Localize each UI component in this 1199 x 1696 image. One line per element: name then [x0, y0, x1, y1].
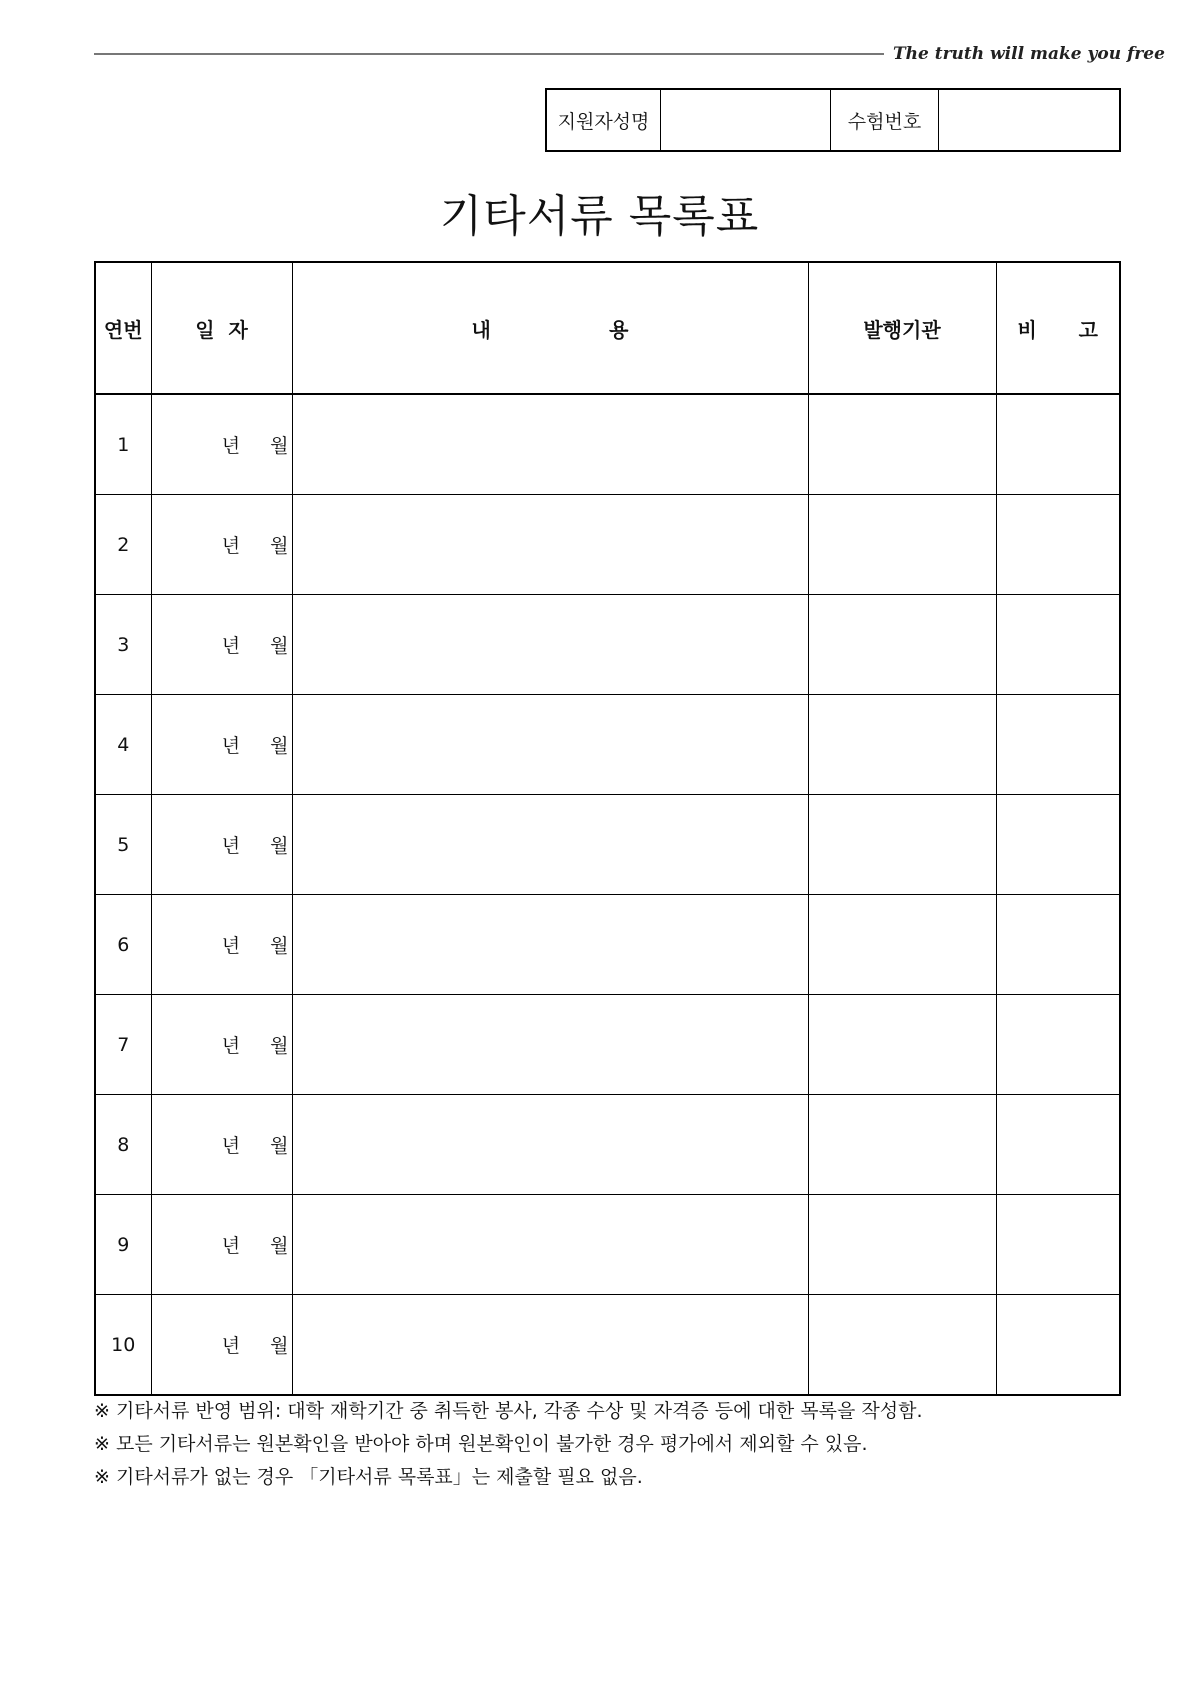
- note-cell[interactable]: [996, 1095, 1120, 1195]
- applicant-name-field[interactable]: [661, 90, 831, 150]
- note-cell[interactable]: [996, 595, 1120, 695]
- row-number: 2: [95, 495, 151, 595]
- month-unit: 월: [270, 835, 289, 857]
- issuer-cell[interactable]: [808, 394, 996, 495]
- year-unit: 년: [221, 1335, 241, 1357]
- month-unit: 월: [270, 1035, 289, 1057]
- issuer-cell[interactable]: [808, 895, 996, 995]
- header-rule: [94, 53, 884, 55]
- content-cell[interactable]: [292, 595, 808, 695]
- issuer-cell[interactable]: [808, 495, 996, 595]
- month-unit: 월: [270, 435, 289, 457]
- header-content: 내 용: [292, 262, 808, 394]
- note-line: ※ 모든 기타서류는 원본확인을 받아야 하며 원본확인이 불가한 경우 평가에서 제외할 수 있음.: [94, 1433, 868, 1455]
- content-cell[interactable]: [292, 895, 808, 995]
- table-row: [95, 394, 1120, 495]
- date-cell[interactable]: [151, 795, 292, 895]
- row-number: 9: [95, 1195, 151, 1295]
- table-row: [95, 995, 1120, 1095]
- note-line: ※ 기타서류가 없는 경우 「기타서류 목록표」는 제출할 필요 없음.: [94, 1466, 643, 1488]
- note-cell[interactable]: [996, 394, 1120, 495]
- year-unit: 년: [221, 1135, 241, 1157]
- date-cell[interactable]: [151, 1295, 292, 1396]
- row-number: 7: [95, 995, 151, 1095]
- year-unit: 년: [221, 1035, 241, 1057]
- exam-number-field[interactable]: [939, 90, 1119, 150]
- content-cell[interactable]: [292, 795, 808, 895]
- notes-section: [94, 1395, 923, 1494]
- issuer-cell[interactable]: [808, 1295, 996, 1396]
- content-cell[interactable]: [292, 495, 808, 595]
- issuer-cell[interactable]: [808, 695, 996, 795]
- year-unit: 년: [221, 635, 241, 657]
- table-row: [95, 1095, 1120, 1195]
- table-row: [95, 795, 1120, 895]
- exam-number-label: 수험번호: [831, 90, 939, 150]
- date-cell[interactable]: [151, 394, 292, 495]
- year-unit: 년: [221, 735, 241, 757]
- month-unit: 월: [270, 1335, 289, 1357]
- header-date: 일 자: [151, 262, 292, 394]
- content-cell[interactable]: [292, 695, 808, 795]
- table-row: [95, 595, 1120, 695]
- content-cell[interactable]: [292, 1095, 808, 1195]
- issuer-cell[interactable]: [808, 595, 996, 695]
- page-title: 기타서류 목록표: [439, 191, 760, 242]
- month-unit: 월: [270, 735, 289, 757]
- date-cell[interactable]: [151, 495, 292, 595]
- content-cell[interactable]: [292, 1195, 808, 1295]
- date-cell[interactable]: [151, 995, 292, 1095]
- row-number: 5: [95, 795, 151, 895]
- date-cell[interactable]: [151, 1195, 292, 1295]
- row-number: 8: [95, 1095, 151, 1195]
- month-unit: 월: [270, 635, 289, 657]
- date-cell[interactable]: [151, 695, 292, 795]
- note-cell[interactable]: [996, 1295, 1120, 1396]
- note-cell[interactable]: [996, 1195, 1120, 1295]
- date-cell[interactable]: [151, 1095, 292, 1195]
- row-number: 4: [95, 695, 151, 795]
- row-number: 10: [95, 1295, 151, 1396]
- table-row: [95, 895, 1120, 995]
- month-unit: 월: [270, 1135, 289, 1157]
- year-unit: 년: [221, 835, 241, 857]
- content-cell[interactable]: [292, 995, 808, 1095]
- month-unit: 월: [270, 535, 289, 557]
- note-cell[interactable]: [996, 995, 1120, 1095]
- table-row: [95, 695, 1120, 795]
- issuer-cell[interactable]: [808, 795, 996, 895]
- header-note: 비 고: [996, 262, 1120, 394]
- note-cell[interactable]: [996, 895, 1120, 995]
- year-unit: 년: [221, 1235, 241, 1257]
- note-cell[interactable]: [996, 495, 1120, 595]
- row-number: 3: [95, 595, 151, 695]
- note-line: ※ 기타서류 반영 범위: 대학 재학기간 중 취득한 봉사, 각종 수상 및 자격증 등에 대한 목록을 작성함.: [94, 1400, 923, 1422]
- content-cell[interactable]: [292, 394, 808, 495]
- row-number: 6: [95, 895, 151, 995]
- month-unit: 월: [270, 1235, 289, 1257]
- content-cell[interactable]: [292, 1295, 808, 1396]
- year-unit: 년: [221, 935, 241, 957]
- year-unit: 년: [221, 535, 241, 557]
- applicant-info-box: [545, 88, 1121, 152]
- issuer-cell[interactable]: [808, 995, 996, 1095]
- note-cell[interactable]: [996, 695, 1120, 795]
- table-header-row: [95, 262, 1120, 394]
- date-cell[interactable]: [151, 895, 292, 995]
- table-row: [95, 1295, 1120, 1396]
- month-unit: 월: [270, 935, 289, 957]
- issuer-cell[interactable]: [808, 1195, 996, 1295]
- date-cell[interactable]: [151, 595, 292, 695]
- row-number: 1: [95, 394, 151, 495]
- table-row: [95, 1195, 1120, 1295]
- documents-table: [94, 261, 1121, 1396]
- header-issuer: 발행기관: [808, 262, 996, 394]
- motto-text: The truth will make you free: [893, 44, 1165, 64]
- header-no: 연번: [95, 262, 151, 394]
- year-unit: 년: [221, 435, 241, 457]
- issuer-cell[interactable]: [808, 1095, 996, 1195]
- table-row: [95, 495, 1120, 595]
- note-cell[interactable]: [996, 795, 1120, 895]
- applicant-name-label: 지원자성명: [547, 90, 661, 150]
